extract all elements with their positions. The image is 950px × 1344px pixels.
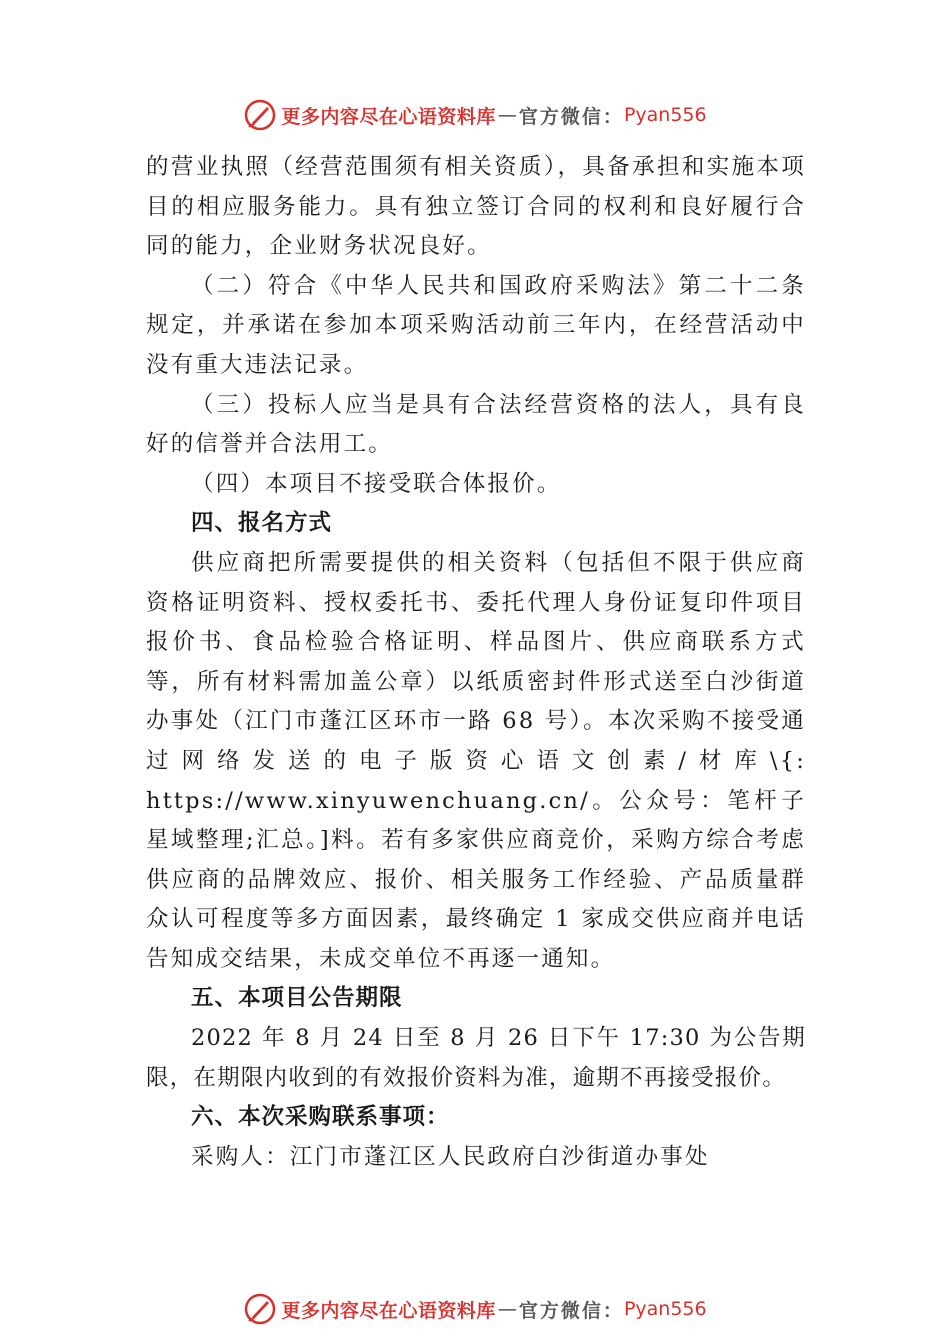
paragraph: （二）符合《中华人民共和国政府采购法》第二十二条规定，并承诺在参加本项采购活动前三年内，在经营活动中没有重大违法记录。 [146,272,806,378]
banner-wechat-label: 官方微信： [518,1299,624,1322]
paragraph: 的营业执照（经营范围须有相关资质），具备承担和实施本项目的相应服务能力。具有独立签订合同的权利和良好履行合同的能力，企业财务状况良好。 [146,154,806,260]
document-body [146,148,806,1177]
footer-watermark-banner [0,1289,950,1329]
paragraph: （三）投标人应当是具有合法经营资格的法人，具有良好的信誉并合法用工。 [146,391,806,458]
banner-wechat-id: Pyan556 [623,104,707,126]
quill-pen-circle-icon [243,98,277,132]
section-heading-contact: 六、本次采购联系事项： [191,1104,450,1131]
paragraph: 2022 年 8 月 24 日至 8 月 26 日下午 17:30 为公告期限，在期限内收到的有效报价资料为准，逾期不再接受报价。 [146,1025,806,1091]
paragraph: 采购人：江门市蓬江区人民政府白沙街道办事处 [191,1143,710,1170]
banner-brand: 更多内容尽在心语资料库 [281,1299,496,1322]
banner-wechat-label: 官方微信： [518,105,624,128]
section-heading-registration: 四、报名方式 [191,510,333,537]
header-watermark-banner [0,95,950,135]
section-heading-notice-period: 五、本项目公告期限 [191,985,403,1012]
quill-pen-circle-icon [243,1292,277,1326]
paragraph: 供应商把所需要提供的相关资料（包括但不限于供应商资格证明资料、授权委托书、委托代理人身份证复印件项目报价书、食品检验合格证明、样品图片、供应商联系方式等，所有材料需加盖公章）以纸质密封件形式送至白沙街道办事处（江门市蓬江区环市一路 68 号）。本次采购不接受通过网络发送的电子版资心语文创素/材库\{: https://www.xinyuwenchuang.cn/。公众号：笔杆子星域整理;汇总。]料。若有多家供应商竞价，采购方综合考虑供应商的品牌效应、报价、相关服务工作经验、产品质量群众认可程度等多方面因素，最终确定 1 家成交供应商并电话告知成交结果，未成交单位不再逐一通知。 [146,549,806,972]
banner-brand: 更多内容尽在心语资料库 [281,105,496,128]
banner-dash: — [497,104,517,126]
banner-dash: — [497,1298,517,1320]
paragraph: （四）本项目不接受联合体报价。 [191,470,562,497]
banner-wechat-id: Pyan556 [623,1298,707,1320]
